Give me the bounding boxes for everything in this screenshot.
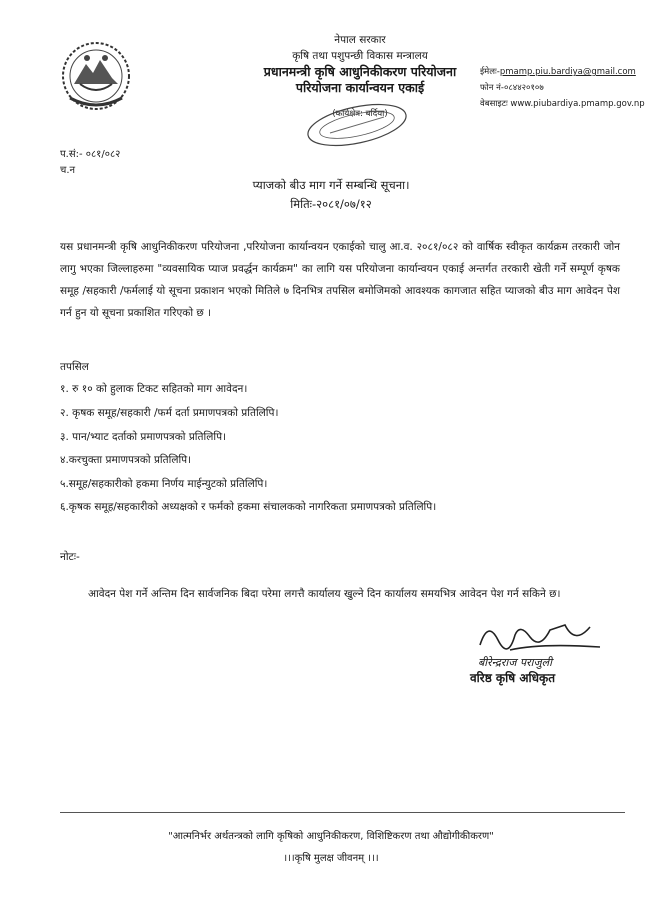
nepal-government-emblem xyxy=(60,40,132,112)
requirement-item-6: ६.कृषक समूह/सहकारीको अध्यक्षको र फर्मको हकमा संचालकको नागरिकता प्रमाणपत्रको प्रतिलिपि। xyxy=(60,501,437,513)
footer-divider xyxy=(60,812,625,813)
email-link[interactable]: pmamp.piu.bardiya@gmail.com xyxy=(499,67,636,77)
header-ministry: कृषि तथा पशुपन्छी विकास मन्त्रालय xyxy=(292,50,428,62)
dispatch-number: च.न xyxy=(60,165,76,176)
website-label: वेबसाइटः xyxy=(480,99,508,109)
office-stamp xyxy=(300,103,415,153)
website-line xyxy=(480,96,655,112)
footer-slogan: "आत्मनिर्भर अर्थतन्त्रको लागि कृषिको आधुनिकीकरण, विशिष्टिकरण तथा औद्योगीकीकरण" xyxy=(168,831,494,842)
requirement-item-4: ४.करचुक्ता प्रमाणपत्रको प्रतिलिपि। xyxy=(60,454,192,466)
requirement-item-5: ५.समूह/सहकारीको हकमा निर्णय माईन्युटको प्रतिलिपि। xyxy=(60,478,268,490)
requirement-item-1: १. रु १० को हुलाक टिकट सहितको माग आवेदन। xyxy=(60,383,248,395)
requirement-item-2: २. कृषक समूह/सहकारी /फर्म दर्ता प्रमाणपत्रको प्रतिलिपि। xyxy=(60,407,279,419)
note-text: आवेदन पेश गर्ने अन्तिम दिन सार्वजनिक बिदा परेमा लगत्तै कार्यालय खुल्ने दिन कार्यालय समयभित्र आवेदन पेश गर्न सकिने छ। xyxy=(88,588,561,600)
email-label: ईमेलः- xyxy=(480,67,500,77)
header-unit: परियोजना कार्यान्वयन एकाई xyxy=(295,80,425,95)
handwritten-signature xyxy=(470,615,620,660)
footer-motto: ।।।कृषि मुलक्ष जीवनम् ।।। xyxy=(283,853,379,864)
signer-name: बीरेन्द्रराज पराजुली xyxy=(478,656,552,669)
contact-block xyxy=(480,64,655,112)
notice-paragraph: यस प्रधानमन्त्री कृषि आधुनिकीकरण परियोजना ,परियोजना कार्यान्वयन एकाईको चालु आ.व. २०८१/०८२ को वार्षिक स्वीकृत कार्यक्रम तरकारी जोन लागु भएका जिल्लाहरुमा "व्यवसायिक प्याज प्रवर्द्धन कार्यक्रम" का लागि यस परियोजना कार्यान्वयन एकाई अन्तर्गत तरकारी खेती गर्ने सम्पूर्ण कृषक समूह /सहकारी /फर्मलाई यो सूचना प्रकाशन भएको मितिले ७ दिनभित्र तपसिल बमोजिमको आवश्यक कागजात सहित प्याजको बीउ माग आवेदन पेश गर्न हुन यो सूचना प्रकाशित गरिएको छ । xyxy=(60,241,620,319)
notice-date: मितिः-२०८१/०७/१२ xyxy=(290,197,372,211)
header-government: नेपाल सरकार xyxy=(334,34,386,46)
email-line xyxy=(480,64,655,80)
signer-designation: वरिष्ठ कृषि अधिकृत xyxy=(470,671,556,685)
reference-block xyxy=(60,147,120,179)
reference-number: प.सं:- ०८१/०८२ xyxy=(60,149,121,160)
requirement-item-3: ३. पान/भ्याट दर्ताको प्रमाणपत्रको प्रतिलिपि। xyxy=(60,431,227,443)
note-label: नोटः- xyxy=(60,551,80,563)
website-link[interactable]: www.piubardiya.pmamp.gov.np xyxy=(510,99,645,109)
phone-line: फोन नं-०८४४२०१०७ xyxy=(480,83,544,93)
header-project: प्रधानमन्त्री कृषि आधुनिकीकरण परियोजना xyxy=(263,64,457,79)
notice-title: प्याजको बीउ माग गर्ने सम्बन्धि सूचना। xyxy=(252,178,410,192)
tapasil-heading: तपसिल xyxy=(60,361,89,373)
header-jurisdiction: (कार्यक्षेत्र: बर्दिया) xyxy=(332,109,388,119)
